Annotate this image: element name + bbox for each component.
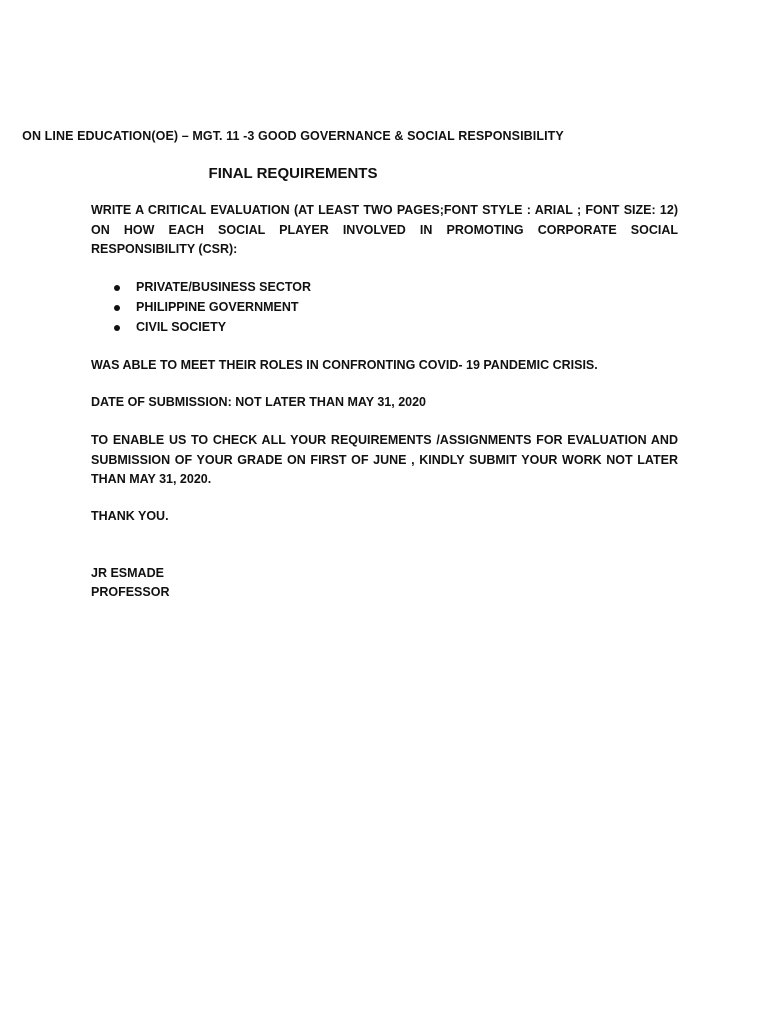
list-item-label: CIVIL SOCIETY	[136, 320, 227, 334]
signature-role: PROFESSOR	[91, 585, 170, 599]
document-title: FINAL REQUIREMENTS	[208, 165, 378, 182]
list-item	[91, 278, 311, 298]
course-header: ON LINE EDUCATION(OE) – MGT. 11 -3 GOOD GOVERNANCE & SOCIAL RESPONSIBILITY	[22, 129, 564, 143]
submission-date: DATE OF SUBMISSION: NOT LATER THAN MAY 31, 2020	[91, 395, 427, 409]
thank-you-text: THANK YOU.	[91, 509, 169, 523]
followup-paragraph: WAS ABLE TO MEET THEIR ROLES IN CONFRONTING COVID- 19 PANDEMIC CRISIS.	[91, 358, 598, 372]
list-item-label: PRIVATE/BUSINESS SECTOR	[136, 280, 312, 294]
bullet-icon	[114, 285, 120, 291]
bullet-icon	[114, 325, 120, 331]
bullet-icon	[114, 305, 120, 311]
signature-name: JR ESMADE	[91, 566, 164, 580]
list-item	[91, 298, 311, 318]
list-item-label: PHILIPPINE GOVERNMENT	[136, 300, 299, 314]
list-item	[91, 318, 311, 338]
evaluation-note: TO ENABLE US TO CHECK ALL YOUR REQUIREMENTS /ASSIGNMENTS FOR EVALUATION AND SUBMISSION OF YOUR GRADE ON FIRST OF JUNE , KINDLY SUBMIT YOUR WORK NOT LATER THAN MAY 31, 2020.	[91, 433, 678, 486]
social-player-list	[91, 278, 311, 338]
instruction-paragraph: WRITE A CRITICAL EVALUATION (AT LEAST TWO PAGES;FONT STYLE : ARIAL ; FONT SIZE: 12) ON HOW EACH SOCIAL PLAYER INVOLVED IN PROMOTING CORPORATE SOCIAL RESPONSIBILITY (CSR):	[91, 203, 678, 256]
